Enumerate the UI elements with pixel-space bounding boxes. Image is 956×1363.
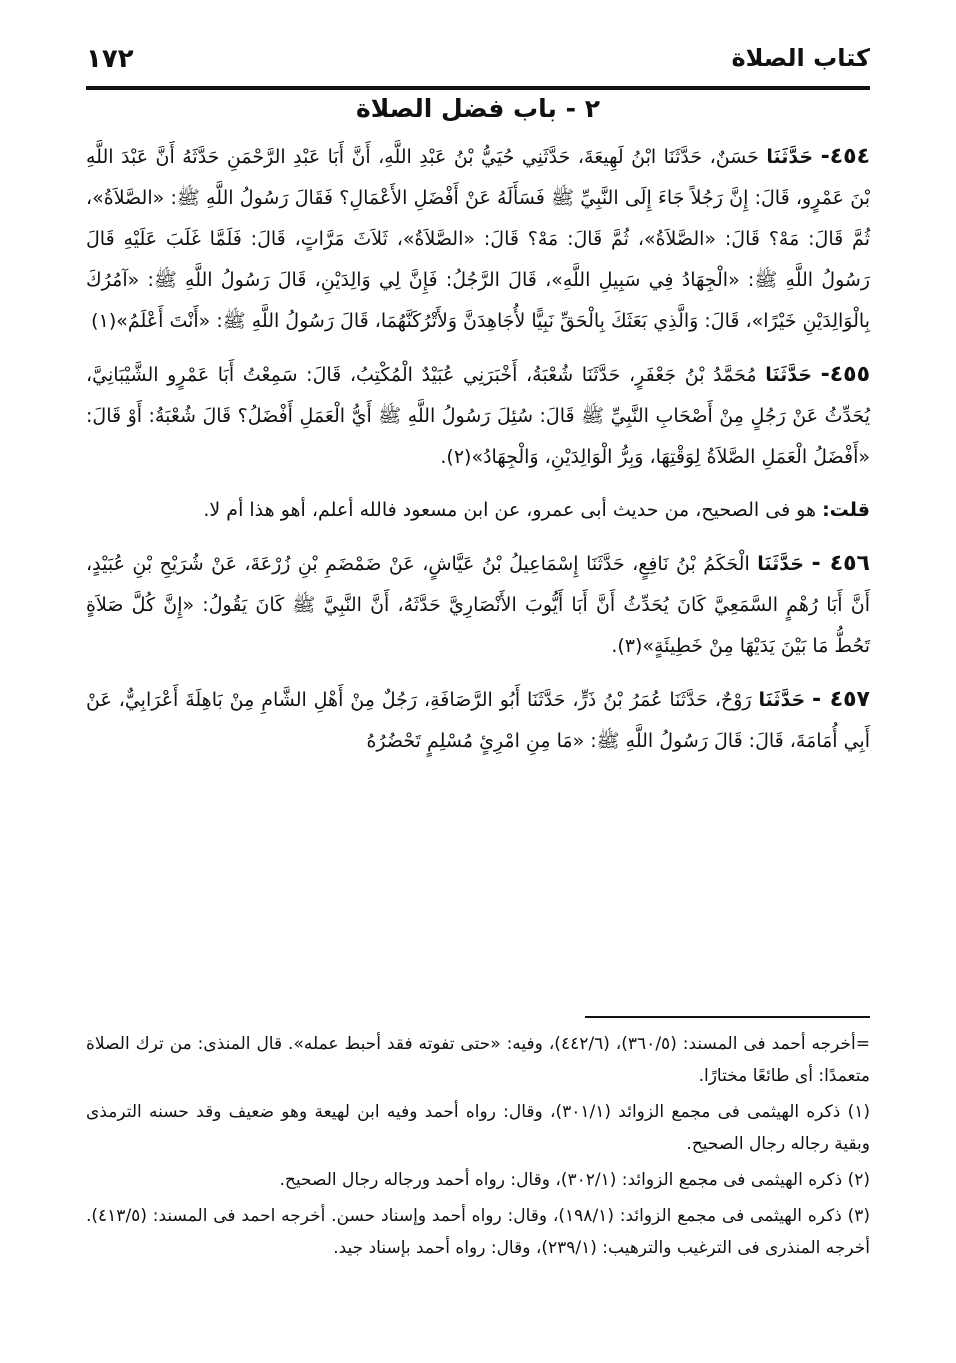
book-title: كتاب الصلاة <box>731 44 870 72</box>
page-number: ١٧٢ <box>86 44 134 74</box>
footnote-3: (٣) ذكره الهيثمى فى مجمع الزوائد: (١٩٨/١)، وقال: رواه أحمد وإسناد حسن. أخرجه احمد فى المسند: (٤١٣/٥). أخرجه المنذرى فى الترغيب والترهيب: (٢٣٩/١)، وقال: رواه أحمد بإسناد جيد. <box>86 1206 871 1258</box>
footnote-1: (١) ذكره الهيثمى فى مجمع الزوائد (٣٠١/١)، وقال: رواه أحمد وفيه ابن لهيعة وهو ضعيف وقد حسنه الترمذى وبقية رجاله رجال الصحيح. <box>86 1102 870 1154</box>
hadith-number: ٤٥٤- <box>820 144 871 169</box>
note-text: هو فى الصحيح، من حديث أبى عمرو، عن ابن مسعود فالله أعلم، أهو هذا أم لا. <box>203 499 817 521</box>
editor-note <box>86 490 870 531</box>
hadith-455 <box>86 354 870 478</box>
main-text <box>86 136 870 774</box>
hadith-number: ٤٥٧ - <box>812 687 870 712</box>
hadith-457 <box>86 679 870 762</box>
header-rule <box>86 86 870 90</box>
hadith-text: رَوْحٌ، حَدَّثَنَا عُمَرُ بْنُ ذَرٍّ، حَدَّثَنَا أَبُو الرَّصَافَةِ، رَجُلٌ مِنْ أَهْلِ الشَّامِ مِنْ بَاهِلَةَ أَعْرَابِيٌّ، عَنْ أَبِي أُمَامَةَ، قَالَ: قَالَ رَسُولُ اللَّهِ ﷺ: «مَا مِنِ امْرِئٍ مُسْلِمٍ تَحْضُرُهُ <box>86 689 870 752</box>
hadith-opener: حَدَّثَنَا <box>757 553 804 575</box>
book-page <box>86 30 870 1340</box>
footnote-continuation: =أخرجه أحمد فى المسند: (٣٦٠/٥)، (٤٤٢/٦)، وفيه: «حتى تفوته فقد أحبط عمله». قال المنذى: من ترك الصلاة متعمدًا: أى طائعًا مختارًا. <box>86 1034 871 1086</box>
hadith-opener: حَدَّثَنَا <box>766 146 814 168</box>
hadith-text: حَسَنٌ، حَدَّثَنَا ابْنُ لَهِيعَةَ، حَدَّثَنِي حُيَيُّ بْنُ عَبْدِ اللَّهِ، أَنَّ أَبَا عَبْدِ الرَّحْمَنِ حَدَّثَهُ أَنَّ عَبْدَ اللَّهِ بْنَ عَمْرٍو، قَالَ: إِنَّ رَجُلاً جَاءَ إِلَى النَّبِيِّ ﷺ فَسَأَلَهُ عَنْ أَفْضَلِ الأَعْمَالِ؟ فَقَالَ رَسُولُ اللَّهِ ﷺ: «الصَّلاَةُ»، ثُمَّ قَالَ: مَهْ؟ قَالَ: «الصَّلاَةُ»، ثُمَّ قَالَ: مَهْ؟ قَالَ: «الصَّلاَةُ»، ثَلاَثَ مَرَّاتٍ، قَالَ: فَلَمَّا غَلَبَ عَلَيْهِ قَالَ رَسُولُ اللَّهِ ﷺ: «الْجِهَادُ فِي سَبِيلِ اللَّهِ»، قَالَ الرَّجُلُ: فَإِنَّ لِي وَالِدَيْنِ، قَالَ رَسُولُ اللَّهِ ﷺ: «آمُرُكَ بِالْوَالِدَيْنِ خَيْرًا»، قَالَ: وَالَّذِي بَعَثَكَ بِالْحَقِّ نَبِيًّا لأُجَاهِدَنَّ وَلأَتْرُكَنَّهُمَا، قَالَ رَسُولُ اللَّهِ ﷺ: «أَنْتَ أَعْلَمُ»(١) <box>86 146 870 332</box>
hadith-text: الْحَكَمُ بْنُ نَافِعٍ، حَدَّثَنَا إِسْمَاعِيلُ بْنُ عَيَّاشٍ، عَنْ ضَمْضَمِ بْنِ زُرْعَةَ، عَنْ شُرَيْحِ بْنِ عُبَيْدٍ، أَنَّ أَبَا رُهْمٍ السَّمَعِيَّ كَانَ يُحَدِّثُ أَنَّ أَبَا أَيُّوبَ الأَنْصَارِيَّ حَدَّثَهُ، أَنَّ النَّبِيَّ ﷺ كَانَ يَقُولُ: «إِنَّ كُلَّ صَلاَةٍ تَحُطُّ مَا بَيْنَ يَدَيْهَا مِنْ خَطِيئَةٍ»(٣). <box>86 553 870 657</box>
hadith-456 <box>86 543 870 667</box>
running-head <box>86 44 870 84</box>
hadith-454 <box>86 136 870 342</box>
footnote-2: (٢) ذكره الهيثمى فى مجمع الزوائد: (٣٠٢/١)، وقال: رواه أحمد ورجاله رجال الصحيح. <box>279 1170 870 1190</box>
hadith-text: مُحَمَّدُ بْنُ جَعْفَرٍ، حَدَّثَنَا شُعْبَةُ، أَخْبَرَنِي عُبَيْدٌ الْمُكْتِبُ، قَالَ: سَمِعْتُ أَبَا عَمْرٍو الشَّيْبَانِيَّ، يُحَدِّثُ عَنْ رَجُلٍ مِنْ أَصْحَابِ النَّبِيِّ ﷺ قَالَ: سُئِلَ رَسُولُ اللَّهِ ﷺ أَيُّ الْعَمَلِ أَفْضَلُ؟ قَالَ شُعْبَةُ: أَوْ قَالَ: «أَفْضَلُ الْعَمَلِ الصَّلاَةُ لِوَقْتِهَا، وَبِرُّ الْوَالِدَيْنِ، وَالْجِهَادُ»(٢). <box>86 364 870 468</box>
hadith-opener: حَدَّثَنَا <box>765 364 812 386</box>
hadith-opener: حَدَّثَنَا <box>758 689 806 711</box>
note-label: قلت: <box>822 499 870 521</box>
hadith-number: ٤٥٥- <box>820 362 871 387</box>
footnotes <box>86 1028 870 1268</box>
chapter-heading: ٢ - باب فضل الصلاة <box>355 94 600 123</box>
hadith-number: ٤٥٦ - <box>811 551 870 576</box>
footnote-rule <box>585 1016 870 1018</box>
